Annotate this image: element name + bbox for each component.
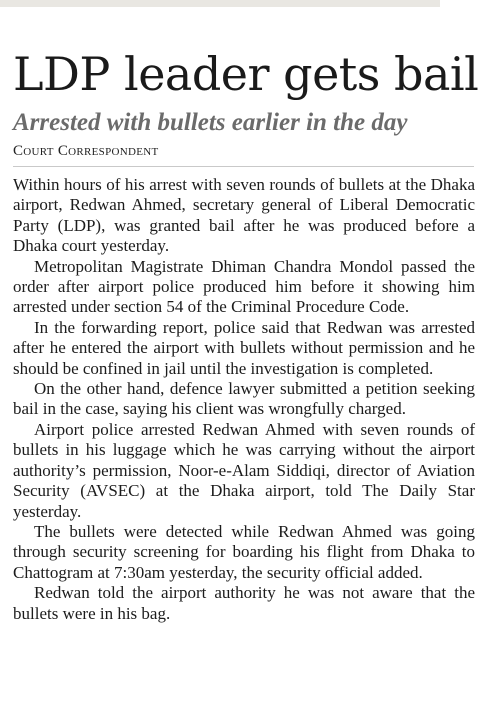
byline: Court Correspondent [13, 143, 159, 159]
paragraph-1: Within hours of his arrest with seven rounds of bullets at the Dhaka airport, Redwan Ahmed, secretary general of Liberal Democratic Party (LDP), was granted bail after he was produced before a Dhaka court yesterday. [13, 175, 475, 256]
article-body [13, 175, 475, 624]
byline-divider [13, 166, 474, 167]
paragraph-7: Redwan told the airport authority he was not aware that the bullets were in his bag. [13, 583, 475, 623]
paragraph-6: The bullets were detected while Redwan Ahmed was going through security screening for boarding his flight from Dhaka to Chattogram at 7:30am yesterday, the security official added. [13, 521, 475, 582]
news-article [13, 46, 479, 624]
paragraph-5: Airport police arrested Redwan Ahmed with seven rounds of bullets in his luggage which he was carrying without the airport authority’s permission, Noor-e-Alam Siddiqi, director of Aviation Security (AVSEC) at the Dhaka airport, told The Daily Star yesterday. [13, 419, 475, 521]
paragraph-4: On the other hand, defence lawyer submitted a petition seeking bail in the case, saying his client was wrongfully charged. [13, 379, 475, 419]
subheadline: Arrested with bullets earlier in the day [13, 109, 408, 136]
headline: LDP leader gets bail [13, 47, 479, 101]
paragraph-3: In the forwarding report, police said that Redwan was arrested after he entered the airport with bullets without permission and he should be confined in jail until the investigation is completed. [13, 317, 475, 378]
paragraph-2: Metropolitan Magistrate Dhiman Chandra Mondol passed the order after airport police produced him before it showing him arrested under section 54 of the Criminal Procedure Code. [13, 256, 475, 317]
previous-clipping-edge [0, 0, 440, 7]
